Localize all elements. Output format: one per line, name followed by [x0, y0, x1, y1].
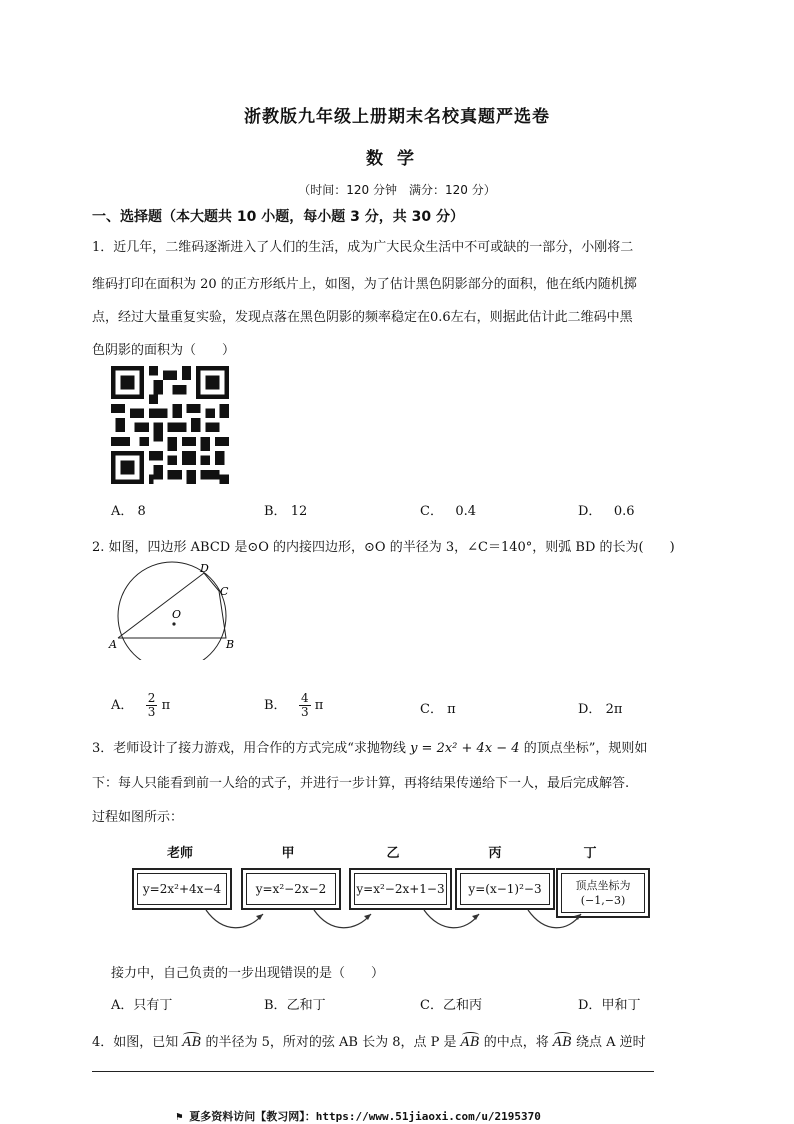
footer-link[interactable]: ⚑ 夏多资料访问【教习网】：https://www.51jiaoxi.com/u/2195370 [176, 1110, 541, 1123]
q2-option-c[interactable]: C． π [420, 702, 456, 717]
chain-box-yi: y=x²−2x+1−3 [349, 868, 452, 910]
chain-head-teacher: 老师 [166, 846, 193, 861]
q3-question: 接力中，自己负责的一步出现错误的是（ ） [111, 966, 385, 981]
relay-chain-figure [128, 842, 656, 936]
time-info: （时间：120 分钟 满分：120 分） [298, 183, 496, 197]
arc-ab-3: AB [552, 1035, 572, 1050]
label-c: C [220, 585, 229, 598]
chain-head-yi: 乙 [386, 846, 400, 861]
q1-line-4: 色阴影的面积为（ ） [92, 343, 236, 358]
q1-line-3: 点，经过大量重复实验，发现点落在黑色阴影的频率稳定在0.6左右，则据此估计此二维码中黑 [92, 310, 633, 325]
q3-line-3: 过程如图所示： [92, 810, 184, 825]
q1-option-d[interactable]: D． 0.6 [578, 504, 635, 519]
q2-option-d[interactable]: D． 2π [578, 702, 623, 717]
q3-option-d[interactable]: D．甲和丁 [578, 998, 641, 1013]
label-d: D [200, 562, 209, 575]
label-a: A [109, 638, 117, 651]
chain-head-bing: 丙 [488, 846, 502, 861]
q2-option-b[interactable]: B． $\frac{4}{3}$ π [264, 691, 324, 719]
subject-title: 数学 [366, 149, 428, 169]
circle-figure [108, 560, 242, 660]
chain-box-teacher: y=2x²+4x−4 [132, 868, 232, 910]
qr-code-image [111, 366, 229, 484]
chain-box-jia: y=x²−2x−2 [241, 868, 341, 910]
q2-text: 2. 如图，四边形 ABCD 是⊙O 的内接四边形，⊙O 的半径为 3，∠C＝140°，则弧 BD 的长为( ) [92, 540, 675, 555]
label-o: O [172, 608, 182, 621]
chain-box-ding: 顶点坐标为(−1,−3) [556, 868, 650, 918]
q2-option-a[interactable]: A． $\frac{2}{3}$ π [111, 691, 171, 719]
q3-option-c[interactable]: C．乙和丙 [420, 998, 482, 1013]
q1-line-2: 维码打印在面积为 20 的正方形纸片上，如图，为了估计黑色阴影部分的面积，他在纸内随机掷 [92, 277, 637, 292]
q1-line-1: 1．近几年，二维码逐渐进入了人们的生活，成为广大民众生活中不可或缺的一部分，小刚将二 [92, 240, 634, 255]
q3-option-a[interactable]: A．只有丁 [111, 998, 173, 1013]
q1-option-b[interactable]: B． 12 [264, 504, 308, 519]
q4-line-1: 4．如图，已知 AB 的半径为 5，所对的弦 AB 长为 8，点 P 是 AB 的中点，将 AB 绕点 A 逆时 [92, 1035, 646, 1050]
q3-option-b[interactable]: B．乙和丁 [264, 998, 326, 1013]
q3-line-2: 下：每人只能看到前一人给的式子，并进行一步计算，再将结果传递给下一人，最后完成解答. [92, 776, 630, 791]
label-b: B [226, 638, 235, 651]
chain-head-jia: 甲 [281, 846, 295, 861]
flag-icon: ⚑ [176, 1110, 183, 1123]
page-title: 浙教版九年级上册期末名校真题严选卷 [244, 107, 550, 127]
chain-head-ding: 丁 [583, 846, 597, 861]
section-heading: 一、选择题（本大题共 10 小题，每小题 3 分，共 30 分） [92, 209, 464, 225]
footer-divider [92, 1071, 654, 1072]
arc-ab-1: AB [182, 1035, 202, 1050]
chain-box-bing: y=(x−1)²−3 [455, 868, 555, 910]
q1-option-a[interactable]: A． 8 [111, 504, 146, 519]
chain-arrows [128, 908, 656, 936]
q1-option-c[interactable]: C． 0.4 [420, 504, 477, 519]
q3-line-1: 3．老师设计了接力游戏，用合作的方式完成“求抛物线 y = 2x² + 4x − 4 的顶点坐标”，规则如 [92, 741, 648, 756]
arc-ab-2: AB [460, 1035, 480, 1050]
